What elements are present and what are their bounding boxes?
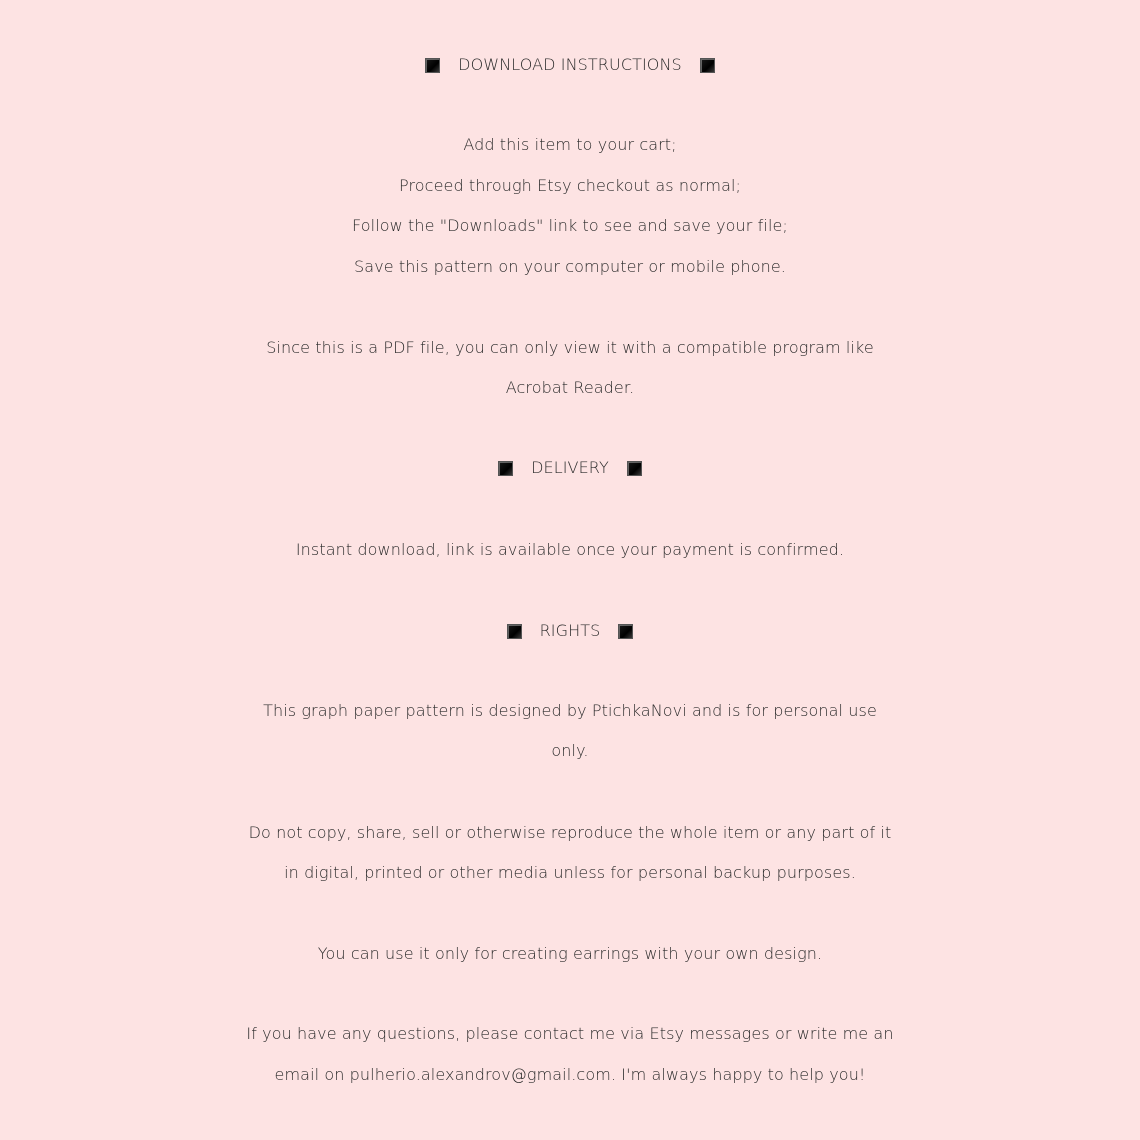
delivery-heading-text: DELIVERY	[531, 458, 609, 477]
rights-heading-text: RIGHTS	[539, 621, 601, 640]
rights-heading	[0, 611, 1140, 651]
download-instructions-heading	[0, 45, 1140, 85]
delivery-heading	[0, 448, 1140, 488]
download-step-4: Save this pattern on your computer or mobile phone.	[354, 257, 786, 276]
pdf-note-line-1: Since this is a PDF file, you can only view it with a compatible program like	[266, 338, 874, 357]
rights-para3: You can use it only for creating earrings with your own design.	[317, 944, 823, 963]
contact-line-1: If you have any questions, please contact me via Etsy messages or write me an	[246, 1024, 894, 1043]
pdf-note-line-2: Acrobat Reader.	[505, 378, 635, 397]
black-square-icon	[627, 461, 642, 476]
black-square-icon	[618, 624, 633, 639]
rights-para2-line-1: Do not copy, share, sell or otherwise reproduce the whole item or any part of it	[248, 823, 892, 842]
rights-para2-line-2: in digital, printed or other media unless for personal backup purposes.	[284, 863, 856, 882]
black-square-icon	[507, 624, 522, 639]
download-heading-text: DOWNLOAD INSTRUCTIONS	[458, 55, 682, 74]
rights-para1-line-1: This graph paper pattern is designed by PtichkaNovi and is for personal use	[263, 701, 877, 720]
black-square-icon	[425, 58, 440, 73]
black-square-icon	[498, 461, 513, 476]
contact-line-2: email on pulherio.alexandrov@gmail.com. I'm always happy to help you!	[274, 1065, 866, 1084]
delivery-text: Instant download, link is available once your payment is confirmed.	[295, 540, 845, 559]
download-step-2: Proceed through Etsy checkout as normal;	[398, 176, 742, 195]
rights-para1-line-2: only.	[551, 741, 589, 760]
download-step-1: Add this item to your cart;	[463, 135, 677, 154]
download-step-3: Follow the "Downloads" link to see and save your file;	[352, 216, 788, 235]
black-square-icon	[700, 58, 715, 73]
